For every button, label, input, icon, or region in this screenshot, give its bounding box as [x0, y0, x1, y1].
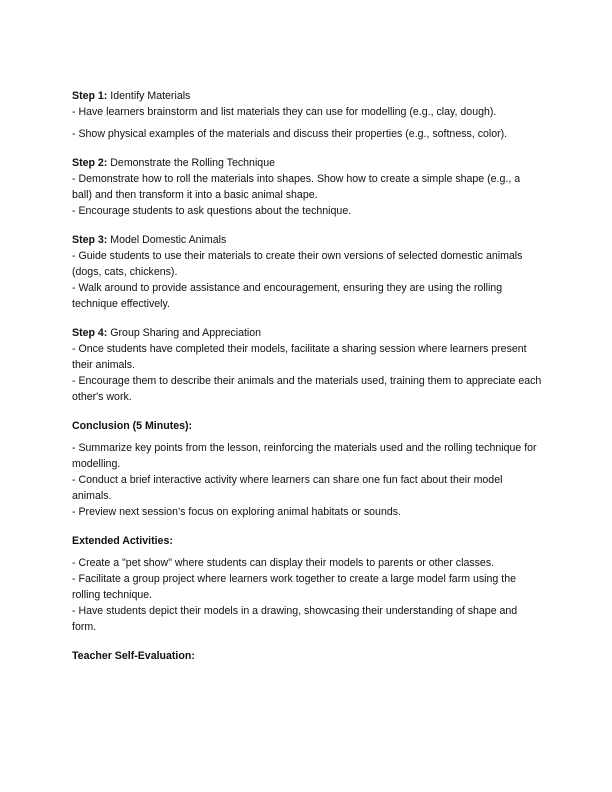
extended-activities-section: [72, 533, 542, 635]
list-item: - Summarize key points from the lesson, reinforcing the materials used and the rolling technique for modelling.: [72, 442, 537, 470]
step-heading: [72, 232, 542, 248]
step-title: Model Domestic Animals: [110, 234, 227, 246]
step-label: Step 1:: [72, 90, 108, 102]
list-item: - Conduct a brief interactive activity where learners can share one fun fact about their model animals.: [72, 474, 503, 502]
step-title: Demonstrate the Rolling Technique: [110, 157, 275, 169]
step-label: Step 2:: [72, 157, 108, 169]
step-4: [72, 325, 542, 405]
section-heading: Conclusion (5 Minutes):: [72, 420, 193, 432]
step-heading: [72, 325, 542, 341]
list-item: - Encourage them to describe their animals and the materials used, training them to appreciate each other's work.: [72, 375, 542, 403]
step-label: Step 4:: [72, 327, 108, 339]
step-title: Identify Materials: [110, 90, 191, 102]
step-2: [72, 155, 542, 219]
step-heading: [72, 88, 542, 104]
list-item: - Preview next session’s focus on exploring animal habitats or sounds.: [72, 506, 401, 518]
step-heading: [72, 155, 542, 171]
conclusion-section: [72, 418, 542, 520]
list-item: - Show physical examples of the materials and discuss their properties (e.g., softness, color).: [72, 128, 508, 140]
list-item: - Create a "pet show" where students can display their models to parents or other classes.: [72, 557, 495, 569]
step-title: Group Sharing and Appreciation: [110, 327, 262, 339]
list-item: - Walk around to provide assistance and encouragement, ensuring they are using the rolling technique effectively.: [72, 282, 503, 310]
list-item: - Guide students to use their materials to create their own versions of selected domestic animals (dogs, cats, chickens).: [72, 250, 523, 278]
list-item: - Encourage students to ask questions about the technique.: [72, 205, 352, 217]
list-item: - Demonstrate how to roll the materials into shapes. Show how to create a simple shape (e.g., a ball) and then transform it into a basic animal shape.: [72, 173, 521, 201]
list-item: - Have learners brainstorm and list materials they can use for modelling (e.g., clay, dough).: [72, 106, 497, 118]
list-item: - Have students depict their models in a drawing, showcasing their understanding of shape and form.: [72, 605, 518, 633]
list-item: - Once students have completed their models, facilitate a sharing session where learners present their animals.: [72, 343, 527, 371]
section-heading: Teacher Self-Evaluation:: [72, 650, 195, 662]
document-page: [72, 88, 542, 664]
list-item: - Facilitate a group project where learners work together to create a large model farm using the rolling technique.: [72, 573, 516, 601]
step-label: Step 3:: [72, 234, 108, 246]
step-3: [72, 232, 542, 312]
self-evaluation-section: [72, 648, 542, 664]
section-heading: Extended Activities:: [72, 535, 173, 547]
step-1: [72, 88, 542, 142]
